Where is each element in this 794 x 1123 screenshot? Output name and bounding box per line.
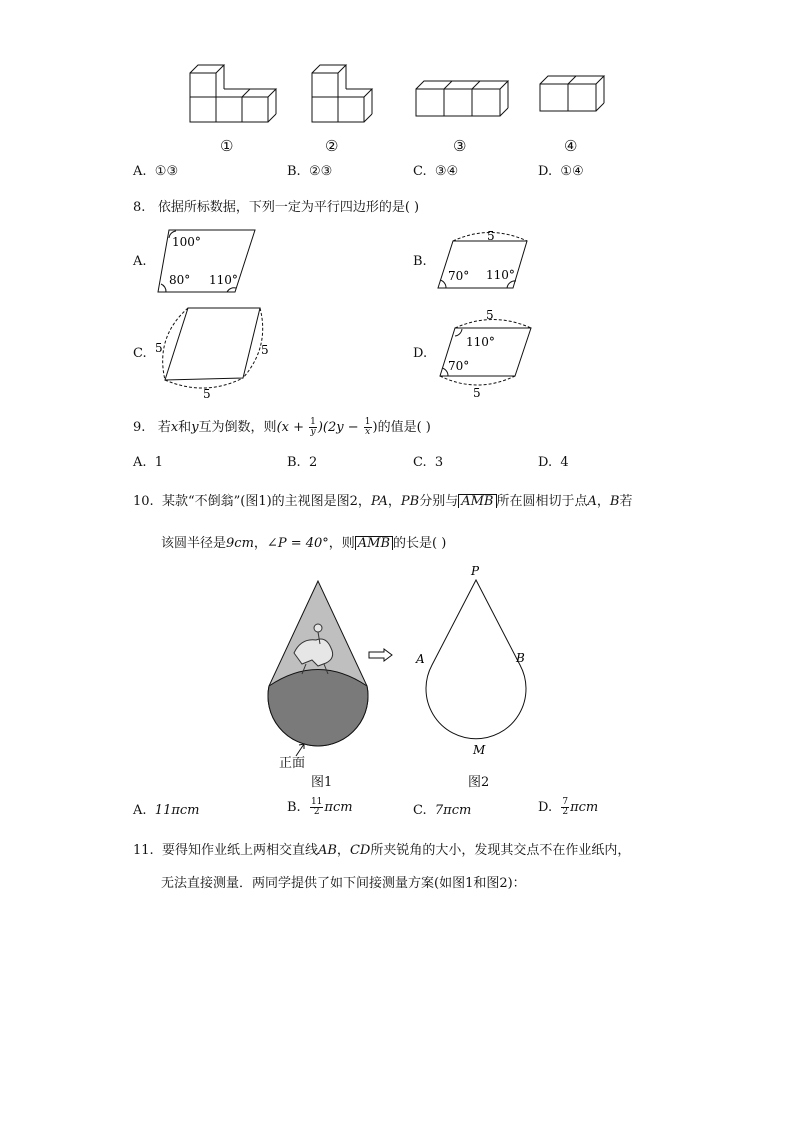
- q9-option-c[interactable]: [413, 455, 443, 470]
- q11-text: ，: [336, 843, 350, 858]
- view-label-4: ④: [564, 137, 578, 155]
- q11-text: 要得知作业纸上两相交直线: [161, 843, 318, 858]
- q10-text: ，: [253, 536, 267, 551]
- question-number: 11.: [133, 843, 154, 858]
- option-letter: D.: [538, 455, 553, 470]
- option-letter: A.: [133, 164, 147, 179]
- q7-option-d[interactable]: [538, 164, 584, 179]
- cube-view-2: [310, 62, 380, 127]
- fig-b-angle-bl: 70°: [448, 269, 470, 283]
- q9-option-a[interactable]: [133, 455, 163, 470]
- tumbler-figure: [266, 578, 376, 778]
- q10-text: 所在圆相切于点: [496, 494, 588, 509]
- fraction-1-over-x: [364, 418, 372, 437]
- option-text: ②③: [308, 164, 333, 179]
- q8-figure-a: [155, 225, 260, 295]
- q11-stem-line1: [133, 839, 630, 858]
- q10-pa: PA: [370, 494, 388, 509]
- option-letter: C.: [413, 803, 427, 818]
- q10-option-c[interactable]: [413, 803, 471, 818]
- option-letter: C.: [413, 164, 427, 179]
- cube-view-4: [538, 75, 613, 120]
- expr-part: )(2y −: [317, 420, 363, 435]
- option-text: 2: [308, 455, 318, 470]
- fig-a-angle-top: 100°: [172, 235, 201, 249]
- q7-option-a[interactable]: [133, 164, 178, 179]
- q10-radius: 9cm: [226, 536, 254, 551]
- label-a: A: [416, 652, 425, 666]
- question-number: 10.: [133, 494, 154, 509]
- label-b: B: [516, 651, 525, 665]
- fig-b-side: 5: [487, 229, 495, 243]
- frac-num: 1: [364, 417, 371, 427]
- option-letter: A.: [133, 455, 147, 470]
- q10-text: 分别与: [419, 494, 459, 509]
- q8-option-a-letter[interactable]: A.: [133, 254, 147, 269]
- option-fraction: [310, 798, 323, 817]
- fig-b-angle-br: 110°: [486, 268, 515, 282]
- fig-d-angle-bl: 70°: [448, 359, 470, 373]
- q8-option-c-letter[interactable]: C.: [133, 346, 147, 361]
- var-x: x: [170, 420, 179, 435]
- view-label-2: ②: [325, 137, 339, 155]
- point-b: B: [609, 494, 620, 509]
- q8-option-d-letter[interactable]: D.: [413, 346, 428, 361]
- q10-stem-line2: [161, 532, 446, 551]
- point-a: A: [587, 494, 597, 509]
- frac-den: y: [310, 427, 316, 437]
- fig-d-side-bottom: 5: [473, 386, 481, 400]
- frac-den: 2: [562, 807, 569, 817]
- option-letter: D.: [538, 164, 553, 179]
- fig2-caption: 图2: [468, 775, 490, 790]
- q10-option-a[interactable]: [133, 803, 200, 818]
- q9-text: 互为倒数，则: [198, 420, 277, 435]
- question-number: 8.: [133, 200, 146, 215]
- q9-text: 若: [157, 420, 171, 435]
- q10-pb: PB: [400, 494, 420, 509]
- frac-den: x: [365, 427, 371, 437]
- frac-den: 2: [313, 807, 320, 817]
- fig1-front-label: 正面: [279, 756, 306, 771]
- option-text: ①④: [560, 164, 584, 179]
- q7-option-c[interactable]: [413, 164, 458, 179]
- fig-c-side-right: 5: [261, 343, 269, 357]
- arc-amb: AMB: [458, 494, 496, 508]
- option-letter: B.: [287, 455, 301, 470]
- frac-num: 1: [310, 417, 316, 427]
- q9-option-b[interactable]: [287, 455, 317, 470]
- q11-text: 所夹锐角的大小，发现其交点不在作业纸内，: [370, 843, 631, 858]
- line-ab: AB: [317, 843, 337, 858]
- option-letter: B.: [287, 800, 301, 815]
- option-text: 7πcm: [434, 803, 472, 818]
- option-letter: B.: [287, 164, 301, 179]
- line-cd: CD: [349, 843, 371, 858]
- cube-view-3: [414, 80, 514, 125]
- q11-stem-line2: 无法直接测量．两同学提供了如下间接测量方案(如图1和图2)：: [161, 876, 526, 891]
- q10-stem-line1: [133, 490, 633, 509]
- option-letter: A.: [133, 803, 147, 818]
- fraction-1-over-y: [309, 418, 317, 437]
- q10-text: ，: [596, 494, 610, 509]
- label-p: P: [471, 564, 480, 578]
- q10-text: ，则: [328, 536, 355, 551]
- option-letter: C.: [413, 455, 427, 470]
- option-text: 11πcm: [154, 803, 200, 818]
- label-m: M: [473, 743, 486, 757]
- expr-part: (x +: [276, 420, 309, 435]
- q8-figure-c: [150, 302, 275, 400]
- fig-d-side-top: 5: [486, 308, 494, 322]
- view-label-3: ③: [453, 137, 467, 155]
- q9-text: 和: [178, 420, 192, 435]
- q8-option-b-letter[interactable]: B.: [413, 254, 427, 269]
- cube-view-1: [188, 62, 283, 127]
- q10-angle: ∠P = 40°: [266, 536, 329, 551]
- option-text: 3: [434, 455, 444, 470]
- q10-text: ，: [387, 494, 401, 509]
- q10-text: 若: [619, 494, 633, 509]
- frac-num: 11: [310, 797, 323, 807]
- frac-num: 7: [562, 797, 569, 807]
- q8-figure-d: [435, 308, 540, 400]
- option-text: ①③: [154, 164, 179, 179]
- figure-2-diagram: [410, 560, 540, 760]
- q9-option-d[interactable]: [538, 455, 569, 470]
- arc-amb: AMB: [355, 536, 393, 550]
- q8-stem: [133, 196, 419, 215]
- view-label-1: ①: [220, 137, 234, 155]
- fig-a-angle-bl: 80°: [169, 273, 191, 287]
- q7-option-b[interactable]: [287, 164, 332, 179]
- q10-text: 该圆半径是: [161, 536, 227, 551]
- option-letter: D.: [538, 800, 553, 815]
- fig-c-side-bottom: 5: [203, 387, 211, 401]
- fig-a-angle-br: 110°: [209, 273, 238, 287]
- fig-c-side-left: 5: [155, 341, 163, 355]
- q8-figure-b: [435, 228, 535, 293]
- q9-stem: [133, 417, 431, 439]
- expr-part: ): [372, 420, 378, 435]
- option-text: ③④: [434, 164, 459, 179]
- var-y: y: [191, 420, 199, 435]
- fig-d-angle-tl: 110°: [466, 335, 495, 349]
- question-text: 依据所标数据，下列一定为平行四边形的是( ): [157, 200, 420, 215]
- q10-text: 某款“不倒翁”(图1)的主视图是图2，: [161, 494, 371, 509]
- q10-option-d[interactable]: [538, 798, 598, 817]
- right-arrow-icon: [368, 648, 394, 662]
- q10-option-b[interactable]: [287, 798, 353, 817]
- option-text: 1: [154, 455, 164, 470]
- question-number: 9.: [133, 420, 146, 435]
- option-text: πcm: [570, 800, 599, 815]
- fig1-caption: 图1: [311, 775, 333, 790]
- option-text: 4: [560, 455, 569, 470]
- q9-text: 的值是( ): [377, 420, 431, 435]
- option-fraction: [561, 798, 569, 817]
- q10-text: 的长是( ): [393, 536, 447, 551]
- option-text: πcm: [324, 800, 353, 815]
